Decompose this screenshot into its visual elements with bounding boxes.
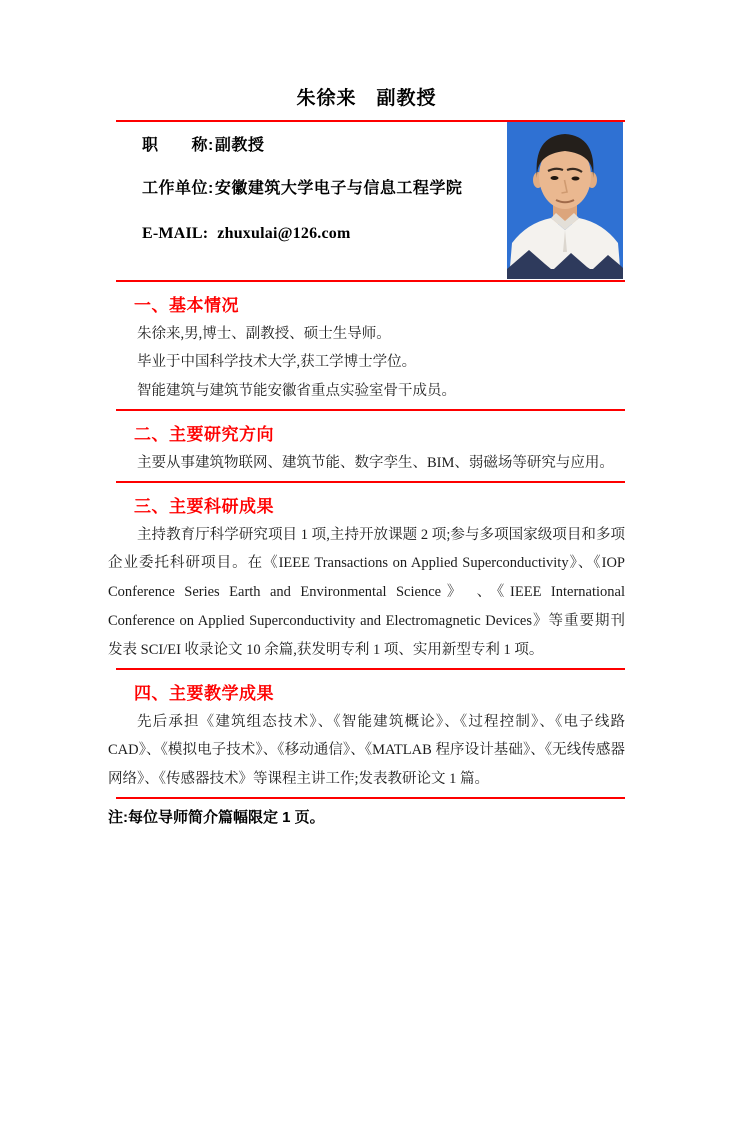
section-heading: 三、主要科研成果	[134, 496, 274, 516]
position-value: 副教授	[214, 137, 265, 154]
section-basic-info	[108, 294, 625, 406]
section-research-direction	[108, 423, 625, 478]
rule-before-note	[116, 797, 625, 799]
footer-note: 注:每位导师简介篇幅限定 1 页。	[108, 809, 325, 827]
email-value: zhuxulai@126.com	[217, 225, 351, 242]
section-heading: 一、基本情况	[134, 295, 239, 315]
paragraph: 智能建筑与建筑节能安徽省重点实验室骨干成员。	[137, 383, 456, 400]
section-heading: 四、主要教学成果	[134, 683, 274, 703]
profile-photo	[507, 122, 623, 279]
email-label: E-MAIL:	[142, 225, 209, 242]
profile-header	[108, 122, 625, 280]
position-label: 职 称:	[142, 137, 214, 154]
section-research-achievements	[108, 495, 625, 665]
paragraph: 主要从事建筑物联网、建筑节能、数字孪生、BIM、弱磁场等研究与应用。	[137, 454, 614, 471]
document-page	[0, 86, 736, 1128]
rule-after-research-achievements	[116, 668, 625, 670]
paragraph: 毕业于中国科学技术大学,获工学博士学位。	[137, 354, 417, 371]
rule-under-header	[116, 280, 625, 282]
paragraph: 先后承担《建筑组态技术》、《智能建筑概论》、《过程控制》、《电子线路 CAD》、《模拟电子技术》、《移动通信》、《MATLAB 程序设计基础》、《无线传感器网络》、《传感器技术》等课程主讲工作;发表教研论文 1 篇。	[108, 713, 625, 788]
paragraph: 主持教育厅科学研究项目 1 项,主持开放课题 2 项;参与多项国家级项目和多项企业委托科研项目。在《IEEE Transactions on Applied Superconductivity》、《IOP Conference Series Earth and Environmental Science》 、《IEEE International Conference on Applied Superconductivity and Electromagnetic Devices》等重要期刊发表 SCI/EI 收录论文 10 余篇,获发明专利 1 项、实用新型专利 1 项。	[108, 526, 625, 658]
rule-after-research-direction	[116, 481, 625, 483]
section-heading: 二、主要研究方向	[134, 424, 274, 444]
paragraph: 朱徐来,男,博士、副教授、硕士生导师。	[137, 325, 391, 342]
page-title: 朱徐来 副教授	[296, 88, 437, 109]
section-teaching-achievements	[108, 682, 625, 794]
rule-after-basic-info	[116, 409, 625, 411]
workunit-label: 工作单位:	[142, 180, 214, 197]
workunit-value: 安徽建筑大学电子与信息工程学院	[214, 180, 463, 197]
